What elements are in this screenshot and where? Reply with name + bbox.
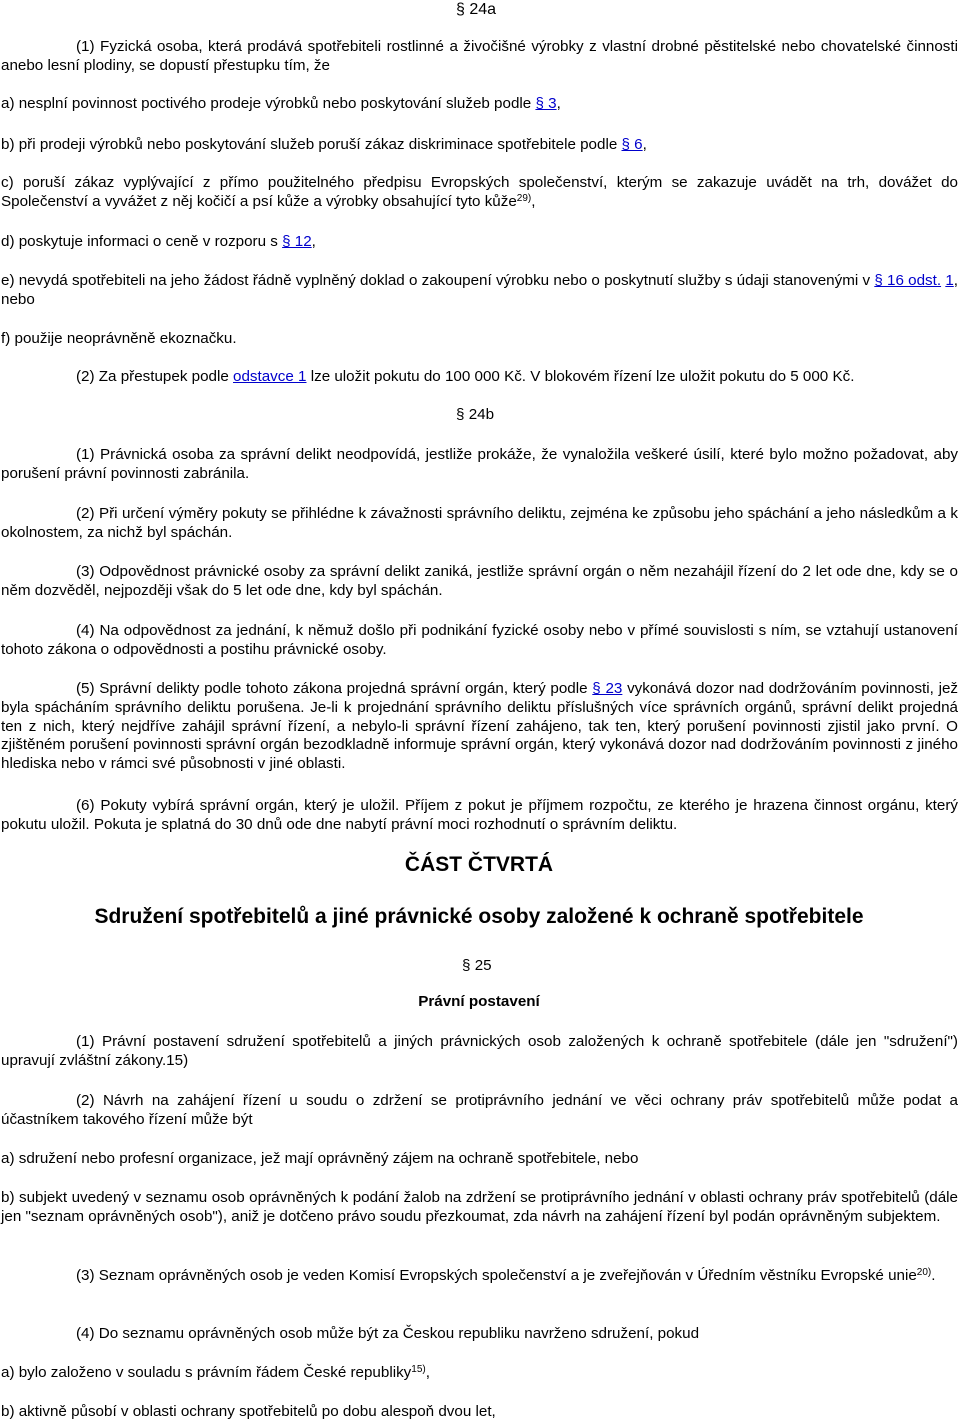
link-par-23[interactable]: § 23 [592, 680, 623, 697]
section-symbol: § [456, 406, 465, 423]
item-25-4a: a) bylo založeno v souladu s právním řádem České republiky$^{15)}$, [1, 1364, 430, 1381]
paragraph-24b-4: (4) Na odpovědnost za jednání, k němuž došlo při podnikání fyzické osoby nebo v přímé souvislosti s ním, se vztahují ustanovení tohoto zákona o odpovědnosti a postihu právnické osoby. [1, 622, 958, 658]
item-25-4b: b) aktivně působí v oblasti ochrany spotřebitelů po dobu alespoň dvou let, [1, 1403, 496, 1420]
item-24a-b: b) při prodeji výrobků nebo poskytování služeb poruší zákaz diskriminace spotřebitele podle § 6, [1, 136, 647, 153]
part-title: ČÁST ČTVRTÁ [404, 853, 554, 876]
paragraph-25-2: (2) Návrh na zahájení řízení u soudu o zdržení se protiprávního jednání ve věci ochrany práv spotřebitelů může podat a účastníkem takového řízení může být [1, 1092, 958, 1128]
paragraph-24b-6: (6) Pokuty vybírá správní orgán, který je uložil. Příjem z pokut je příjmem rozpočtu, ze kterého je hrazena činnost orgánu, který pokutu uložil. Pokuta je splatná do 30 dnů ode dne nabytí právní moci rozhodnutí o správním deliktu. [1, 797, 958, 833]
paragraph-24a-2: (2) Za přestupek podle odstavce 1 lze uložit pokutu do 100 000 Kč. V blokovém řízení lze uložit pokutu do 5 000 Kč. [76, 368, 855, 385]
section-25-title: Právní postavení [418, 993, 540, 1010]
paragraph-25-1: (1) Právní postavení sdružení spotřebitelů a jiných právnických osob založených k ochraně spotřebitele (dále jen "sdružení") upravují zvláštní zákony.15) [1, 1033, 958, 1069]
footnote-ref: 15) [411, 1364, 426, 1375]
section-symbol: § [462, 957, 471, 974]
link-odst-1[interactable]: 1 [945, 272, 954, 289]
link-par-12[interactable]: § 12 [282, 233, 312, 250]
part-subtitle: Sdružení spotřebitelů a jiné právnické osoby založené k ochraně spotřebitele [94, 905, 864, 928]
section-24b-heading [456, 405, 494, 425]
link-par-6[interactable]: § 6 [621, 136, 643, 153]
footnote-ref: 20) [916, 1267, 932, 1278]
item-24a-d: d) poskytuje informaci o ceně v rozporu s § 12, [1, 233, 316, 250]
paragraph-24b-2: (2) Při určení výměry pokuty se přihlédne k závažnosti správního deliktu, zejména ke způsobu jeho spáchání a jeho následkům a k okolnostem, za nichž byl spáchán. [1, 505, 958, 541]
link-odstavce-1[interactable]: odstavce 1 [233, 368, 307, 385]
paragraph-24b-5: (5) Správní delikty podle tohoto zákona projedná správní orgán, který podle § 23 vykonává dozor nad dodržováním povinnosti, jež byla spácháním správního deliktu porušena. Je-li k projednání správního deliktu příslušných více správních orgánů, správní delikt projedná ten z nich, který nejdříve zahájil správní řízení, a nebylo-li správní řízení zahájeno, tak ten, který porušení povinnosti zjistil jako první. O zjištěném porušení povinnosti správní orgán bezodkladně informuje správní orgán, který vykonává dozor nad dodržováním povinnosti z jiného hlediska nebo v rámci své působnosti v jiné oblasti. [1, 680, 958, 773]
section-24a-heading [456, 0, 496, 20]
section-number: 24b [468, 406, 495, 423]
footnote-ref: 29) [516, 192, 532, 204]
paragraph-25-4: (4) Do seznamu oprávněných osob může být za Českou republiku navrženo sdružení, pokud [76, 1325, 700, 1342]
paragraph-24a-1: (1) Fyzická osoba, která prodává spotřebiteli rostlinné a živočišné výrobky z vlastní drobné pěstitelské nebo chovatelské činnosti anebo lesní plodiny, se dopustí přestupku tím, že [1, 38, 958, 74]
item-24a-c: c) poruší zákaz vyplývající z přímo použitelného předpisu Evropských společenství, kterým se zakazuje uvádět na trh, dovážet do Společenství a vyvážet z něj kočičí a psí kůže a výrobky obsahující tyto kůže$^{29)}$, [1, 174, 958, 210]
item-25-2b: b) subjekt uvedený v seznamu osob oprávněných k podání žalob na zdržení se protiprávního jednání v oblasti ochrany práv spotřebitelů (dále jen "seznam oprávněných osob"), aniž je dotčeno právo soudu přezkoumat, zda návrh na zahájení řízení byl podán oprávněným subjektem. [1, 1189, 958, 1225]
section-symbol: § [456, 1, 465, 18]
paragraph-25-3: (3) Seznam oprávněných osob je veden Komisí Evropských společenství a je zveřejňován v Úředním věstníku Evropské unie$^{20)}$. [76, 1267, 936, 1284]
section-25-heading [462, 956, 492, 976]
item-25-2a: a) sdružení nebo profesní organizace, jež mají oprávněný zájem na ochraně spotřebitele, nebo [1, 1150, 639, 1167]
link-par-3[interactable]: § 3 [535, 95, 557, 112]
paragraph-24b-1: (1) Právnická osoba za správní delikt neodpovídá, jestliže prokáže, že vynaložila veškeré úsilí, které bylo možno požadovat, aby porušení právní povinnosti zabránila. [1, 446, 958, 482]
link-par-16[interactable]: § 16 odst. [874, 272, 942, 289]
item-24a-a: a) nesplní povinnost poctivého prodeje výrobků nebo poskytování služeb podle § 3, [1, 95, 561, 112]
paragraph-24b-3: (3) Odpovědnost právnické osoby za správní delikt zaniká, jestliže správní orgán o něm nezahájil řízení do 2 let ode dne, kdy se o něm dozvěděl, nejpozději však do 5 let ode dne, kdy byl spáchán. [1, 563, 958, 599]
item-24a-f: f) použije neoprávněně ekoznačku. [1, 330, 237, 347]
section-number: 25 [474, 957, 492, 974]
section-number: 24a [469, 1, 497, 18]
item-24a-e: e) nevydá spotřebiteli na jeho žádost řádně vyplněný doklad o zakoupení výrobku nebo o poskytnutí služby s údaji stanovenými v § 16 odst. 1, nebo [1, 272, 958, 308]
